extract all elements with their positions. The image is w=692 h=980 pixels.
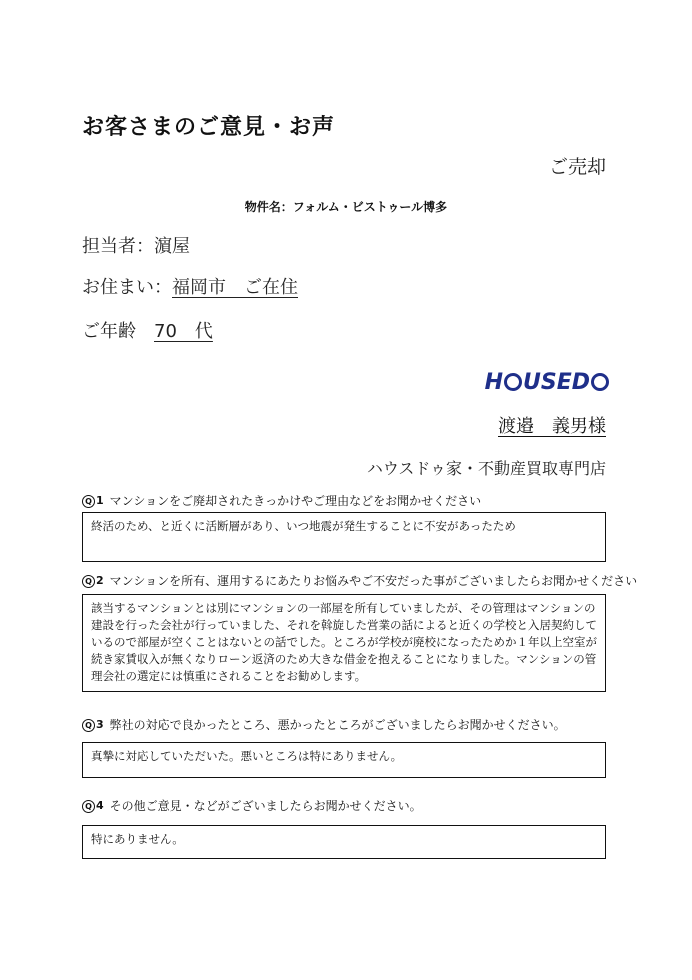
property-name: 物件名：フォルム・ビストゥール博多 [244, 200, 448, 214]
logo-text-d: D [571, 369, 590, 395]
logo-o-mark [504, 373, 522, 391]
age-value: 70 代 [154, 321, 213, 342]
answer-box-1: 終活のため、と近くに活断層があり、いつ地震が発生することに不安があったため [82, 512, 606, 562]
age-label: ご年齢 [82, 321, 154, 342]
manager-row [82, 232, 190, 258]
answer-box-4: 特にありません。 [82, 825, 606, 859]
page-title: お客さまのご意見・お声 [82, 115, 336, 140]
answer-box-2: 該当するマンションとは別にマンションの一部屋を所有していましたが、その管理はマンションの建設を行った会社が行っていました、それを斡旋した営業の話によると近くの学校と入居契約しているので部屋が空くことはないとの話でした。ところが学校が廃校になったためか１年以上空室が続き家賃収入が無くなりローン返済のため大きな借金を抱えることになりました。マンションの管理会社の選定には慎重にされることをお勧めします。 [82, 594, 606, 692]
address-value: 福岡市 ご在住 [172, 277, 298, 298]
address-row [82, 273, 298, 299]
question-4 [82, 797, 422, 814]
logo-text-use: USE [522, 369, 572, 395]
question-1 [82, 492, 481, 509]
question-text: マンションをご廃却されたきっかけやご理由などをお聞かせください [109, 494, 482, 508]
question-3 [82, 716, 566, 733]
question-number: Q 4 [82, 799, 104, 813]
logo-text-h: H [484, 369, 503, 395]
address-label: お住まい： [82, 277, 172, 298]
logo-o-mark-2 [591, 373, 609, 391]
store-name: ハウスドゥ家・不動産買取専門店 [366, 459, 606, 478]
housedo-logo [485, 368, 610, 396]
question-2 [82, 572, 637, 589]
manager-label: 担当者： [82, 236, 154, 257]
question-text: マンションを所有、運用するにあたりお悩みやご不安だった事がございましたらお聞かせください [109, 574, 638, 588]
customer-name: 渡邉 義男様 [498, 416, 606, 437]
question-number: Q 3 [82, 718, 104, 732]
question-text: その他ご意見・などがございましたらお聞かせください。 [109, 799, 422, 813]
age-row [82, 317, 213, 343]
manager-value: 濵屋 [154, 236, 190, 257]
answer-box-3: 真摯に対応していただいた。悪いところは特にありません。 [82, 742, 606, 778]
question-number: Q 1 [82, 494, 104, 508]
question-text: 弊社の対応で良かったところ、悪かったところがございましたらお聞かせください。 [109, 718, 566, 732]
sale-type-label: ご売却 [548, 156, 606, 178]
question-number: Q 2 [82, 574, 104, 588]
